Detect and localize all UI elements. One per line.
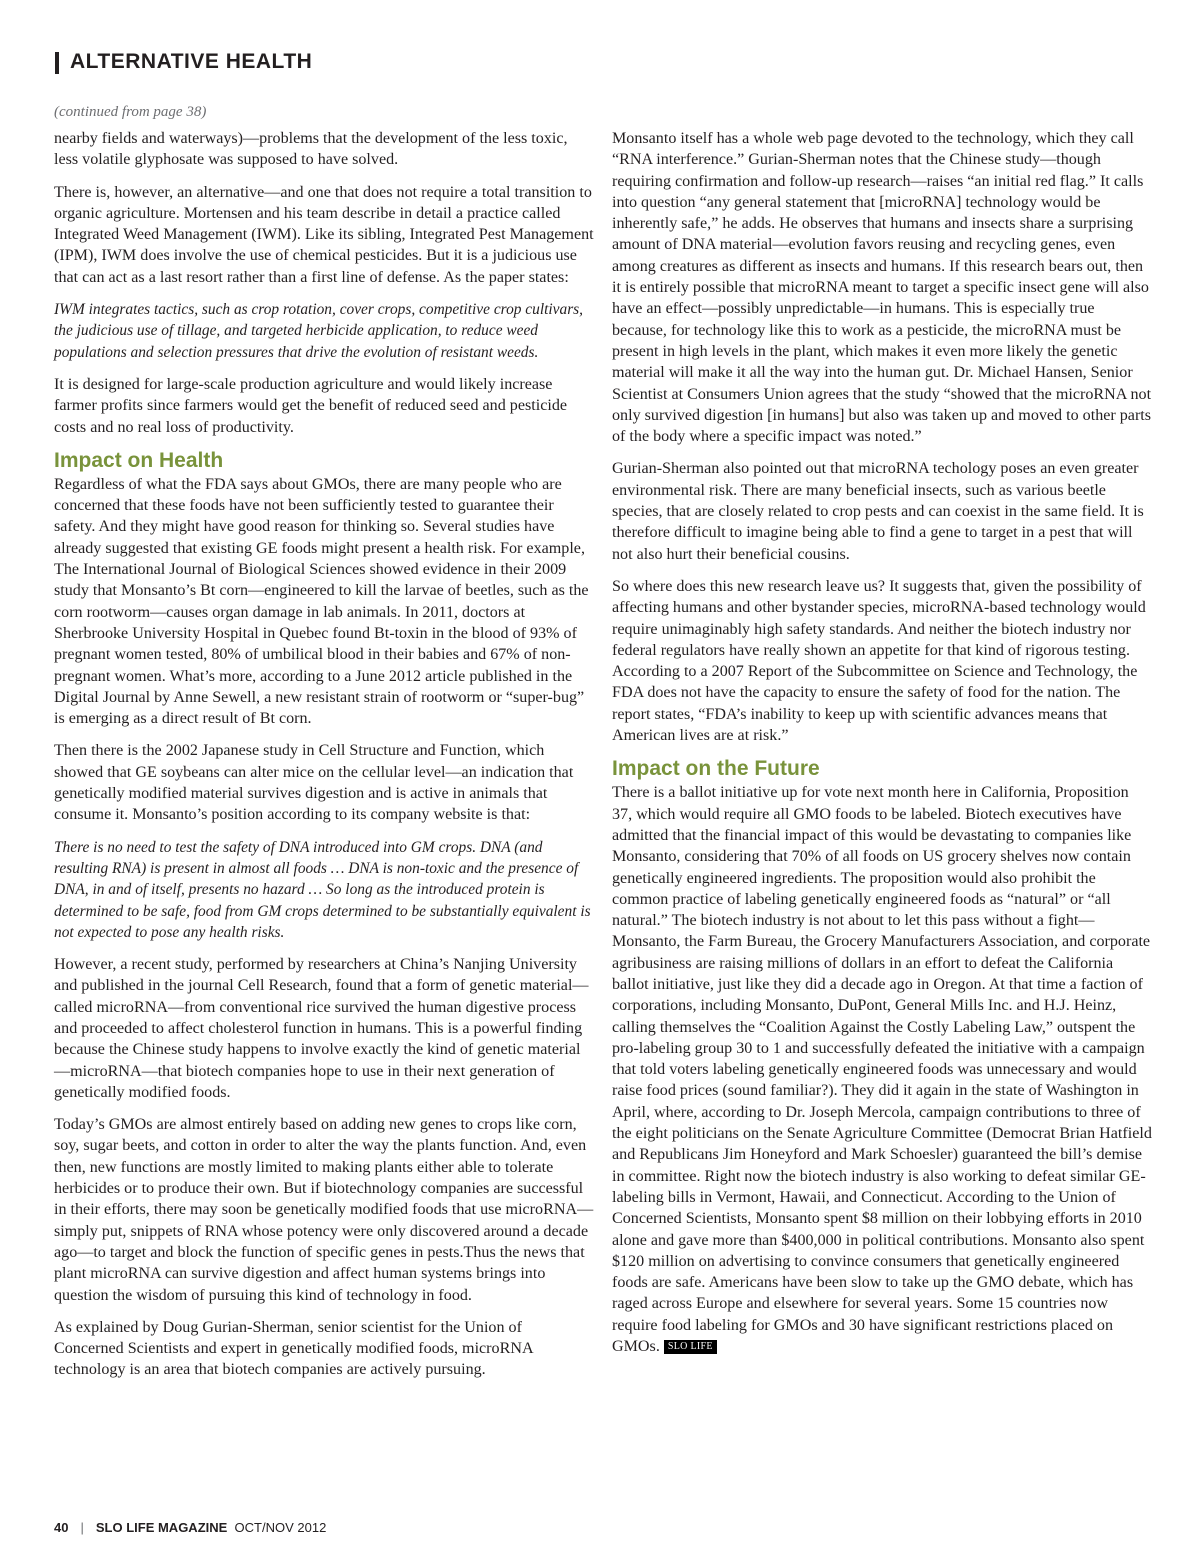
paragraph: Monsanto itself has a whole web page devoted to the technology, which they call “RNA interference.” Gurian-Sherman notes that the Chinese study—though requiring confirmation and follow-up research—raises “an initial red flag.” It calls into question “any general statement that [microRNA] technology would be inherently safe,” he adds. He observes that humans and insects share a surprising amount of DNA material—evolution favors reusing and recycling genes, even among creatures as different as insects and humans. If this research bears out, then it is entirely possible that microRNA meant to target a specific insect gene will also have an effect—possibly unpredictable—in humans. This is especially true because, for technology like this to work as a pesticide, the microRNA must be present in high levels in the plant, which makes it even more likely the genetic material will make it all the way into the human gut. Dr. Michael Hansen, Senior Scientist at Consumers Union agrees that the study “showed that the microRNA not only survived digestion [in humans] but also was taken up and moved to other parts of the body where a specific impact was noted.” bbox=[612, 130, 1152, 446]
paragraph: However, a recent study, performed by researchers at China’s Nanjing University and published in the journal Cell Research, found that a form of genetic material—called microRNA—from conventional rice survived the human digestive process and proceeded to affect cholesterol function in humans. This is a powerful finding because the Chinese study happens to involve exactly the kind of genetic material—microRNA—that biotech companies hope to use in their next generation of genetically modified foods. bbox=[54, 956, 589, 1101]
paragraph: There is, however, an alternative—and one that does not require a total transition to organic agriculture. Mortensen and his team describe in detail a practice called Integrated Weed Management (IWM). Like its sibling, Integrated Pest Management (IPM), IWM does involve the use of chemical pesticides. But it is a judicious use that can act as a last resort rather than a first line of defense. As the paper states: bbox=[54, 183, 594, 286]
paragraph-text: There is a ballot initiative up for vote next month here in California, Proposition 37, which would require all GMO foods to be labeled. Biotech executives have admitted that the financial impact of this would be devastating to companies like Monsanto, considering that 70% of all foods on US grocery shelves now contain genetically engineered ingredients. The proposition would also prohibit the common practice of labeling genetically engineered foods as “natural” or “all natural.” The biotech industry is not about to let this pass without a fight—Monsanto, the Farm Bureau, the Grocery Manufacturers Association, and corporate agribusiness are raising millions of dollars in an effort to defeat the California ballot initiative, just like they did a decade ago in Oregon. At that time a faction of corporations, including Monsanto, DuPont, General Mills Inc. and H.J. Heinz, calling themselves the “Coalition Against the Costly Labeling Law,” outspent the pro-labeling group 30 to 1 and successfully defeated the initiative with a campaign that told voters labeling genetically engineered foods was unnecessary and would raise food prices (sound familiar?). They did it again in the state of Washington in April, where, according to Dr. Joseph Mercola, campaign contributions to three of the eight politicians on the Senate Agriculture Committee (Democrat Brian Hatfield and Republicans Jim Honeyford and Mark Schoesler) guaranteed the bill’s demise in committee. Right now the biotech industry is also working to defeat similar GE-labeling bills in Vermont, Hawaii, and Connecticut. According to the Union of Concerned Scientists, Monsanto spent $8 million on their lobbying efforts in 2010 alone and gave more than $400,000 in political contributions. Monsanto also spent $120 million on advertising to convince consumers that genetically engineered foods are safe. Americans have been slow to take up the GMO debate, which has raged across Europe and elsewhere for several years. Some 15 countries now require food labeling for GMOs and 30 have significant restrictions placed on GMOs. bbox=[612, 784, 1152, 1356]
page-footer bbox=[54, 1520, 326, 1535]
section-title: ALTERNATIVE HEALTH bbox=[70, 50, 313, 73]
continued-note: (continued from page 38) bbox=[54, 104, 207, 120]
paragraph: It is designed for large-scale production agriculture and would likely increase farmer profits since farmers would get the benefit of reduced seed and pesticide costs and no real loss of productivity. bbox=[54, 375, 568, 436]
page-number: 40 bbox=[54, 1520, 69, 1535]
paragraph: nearby fields and waterways)—problems that the development of the less toxic, less volatile glyphosate was supposed to have solved. bbox=[54, 130, 568, 169]
paragraph: Then there is the 2002 Japanese study in Cell Structure and Function, which showed that GE soybeans can alter mice on the cellular level—an indication that genetically modified material survives digestion and is active in animals that consume it. Monsanto’s position according to its company website is that: bbox=[54, 742, 574, 824]
paragraph: Regardless of what the FDA says about GMOs, there are many people who are concerned that these foods have not been sufficiently tested to guarantee their safety. And they might have good reason for thinking so. Several studies have already suggested that existing GE foods might present a health risk. For example, The International Journal of Biological Sciences showed evidence in their 2009 study that Monsanto’s Bt corn—engineered to kill the larvae of beetles, such as the corn rootworm—causes organ damage in lab animals. In 2011, doctors at Sherbrooke University Hospital in Quebec found Bt-toxin in the blood of 93% of pregnant women tested, 80% of umbilical blood in their babies and 67% of non-pregnant women. What’s more, according to a June 2012 article published in the Digital Journal by Anne Sewell, a new resistant strain of rootworm or “super-bug” is emerging as a direct result of Bt corn. bbox=[54, 475, 589, 728]
block-quote: IWM integrates tactics, such as crop rotation, cover crops, competitive crop cultivars, the judicious use of tillage, and targeted herbicide application, to reduce weed populations and selection pressures that drive the evolution of resistant weeds. bbox=[54, 301, 584, 361]
block-quote: There is no need to test the safety of DNA introduced into GM crops. DNA (and resulting RNA) is present in almost all foods … DNA is non-toxic and the presence of DNA, in and of itself, presents no hazard … So long as the introduced protein is determined to be safe, food from GM crops determined to be substantially equivalent is not expected to pose any health risks. bbox=[54, 838, 591, 941]
paragraph: As explained by Doug Gurian-Sherman, senior scientist for the Union of Concerned Scientists and expert in genetically modified foods, microRNA technology is an area that biotech companies are actively pursuing. bbox=[54, 1318, 533, 1379]
section-marker-bar bbox=[55, 52, 59, 74]
left-column bbox=[54, 128, 594, 1392]
subheading-impact-on-health: Impact on Health bbox=[54, 448, 224, 472]
magazine-name: SLO LIFE MAGAZINE bbox=[95, 1520, 228, 1535]
footer-separator: | bbox=[80, 1520, 84, 1535]
end-mark-badge: SLO LIFE bbox=[664, 1340, 717, 1354]
paragraph: Gurian-Sherman also pointed out that microRNA techology poses an even greater environmental risk. There are many beneficial insects, such as various beetle species, that are closely related to crop pests and can coexist in the same field. It is therefore difficult to imagine being able to find a gene to target in a pest that will not also hurt their beneficial cousins. bbox=[612, 460, 1144, 563]
issue-date: OCT/NOV 2012 bbox=[234, 1520, 327, 1535]
paragraph: Today’s GMOs are almost entirely based on adding new genes to crops like corn, soy, sugar beets, and cotton in order to alter the way the plants function. And, even then, new functions are mostly limited to making plants either able to tolerate herbicides or to produce their own. But if biotechnology companies are successful in their efforts, there may soon be genetically modified foods that use microRNA—simply put, snippets of RNA whose potency were only discovered around a decade ago—to target and block the function of specific genes in pests.Thus the news that plant microRNA can survive digestion and affect human systems brings into question the wisdom of pursuing this kind of technology in food. bbox=[54, 1116, 594, 1304]
paragraph: So where does this new research leave us? It suggests that, given the possibility of affecting humans and other bystander species, microRNA-based technology would require unimaginably high safety standards. And neither the biotech industry nor federal regulators have really shown an appetite for that kind of rigorous testing. According to a 2007 Report of the Subcommittee on Science and Technology, the FDA does not have the capacity to ensure the safety of food for the nation. The report states, “FDA’s inability to keep up with scientific advances means that American lives are at risk.” bbox=[612, 577, 1146, 745]
paragraph-final bbox=[612, 782, 1152, 1357]
subheading-impact-on-the-future: Impact on the Future bbox=[612, 757, 820, 781]
right-column bbox=[612, 128, 1152, 1368]
